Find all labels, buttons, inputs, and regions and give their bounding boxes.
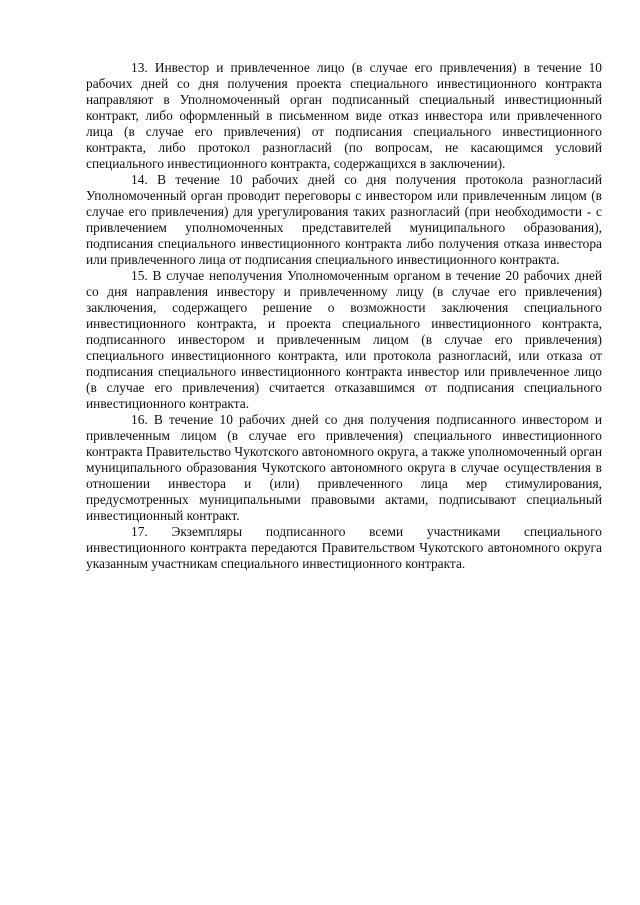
document-body	[86, 60, 602, 572]
paragraph-14: 14. В течение 10 рабочих дней со дня получения протокола разногласий Уполномоченный орган проводит переговоры с инвестором или привлеченным лицом (в случае его привлечения) для урегулирования таких разногласий (при необходимости - с привлечением уполномоченных представителей муниципального образования), подписания специального инвестиционного контракта либо получения отказа инвестора или привлеченного лица от подписания специального инвестиционного контракта.	[86, 172, 602, 267]
paragraph-13: 13. Инвестор и привлеченное лицо (в случае его привлечения) в течение 10 рабочих дней со дня получения проекта специального инвестиционного контракта направляют в Уполномоченный орган подписанный специальный инвестиционный контракт, либо оформленный в письменном виде отказ инвестора или привлеченного лица (в случае его привлечения) от подписания специального инвестиционного контракта, либо протокол разногласий (по вопросам, не касающимся условий специального инвестиционного контракта, содержащихся в заключении).	[86, 60, 602, 171]
paragraph-15: 15. В случае неполучения Уполномоченным органом в течение 20 рабочих дней со дня направления инвестору и привлеченному лицу (в случае его привлечения) заключения, содержащего решение о возможности заключения специального инвестиционного контракта, и проекта специального инвестиционного контракта, подписанного инвестором и привлеченным лицом (в случае его привлечения) специального инвестиционного контракта, или протокола разногласий, или отказа от подписания специального инвестиционного контракта инвестор или привлеченное лицо (в случае его привлечения) считается отказавшимся от подписания специального инвестиционного контракта.	[86, 268, 602, 411]
paragraph-16: 16. В течение 10 рабочих дней со дня получения подписанного инвестором и привлеченным лицом (в случае его привлечения) специального инвестиционного контракта Правительство Чукотского автономного округа, а также уполномоченный орган муниципального образования Чукотского автономного округа в случае осуществления в отношении инвестора и (или) привлеченного лица мер стимулирования, предусмотренных муниципальными правовыми актами, подписывают специальный инвестиционный контракт.	[86, 412, 602, 523]
paragraph-17: 17. Экземпляры подписанного всеми участниками специального инвестиционного контракта передаются Правительством Чукотского автономного округа указанным участникам специального инвестиционного контракта.	[86, 524, 602, 571]
